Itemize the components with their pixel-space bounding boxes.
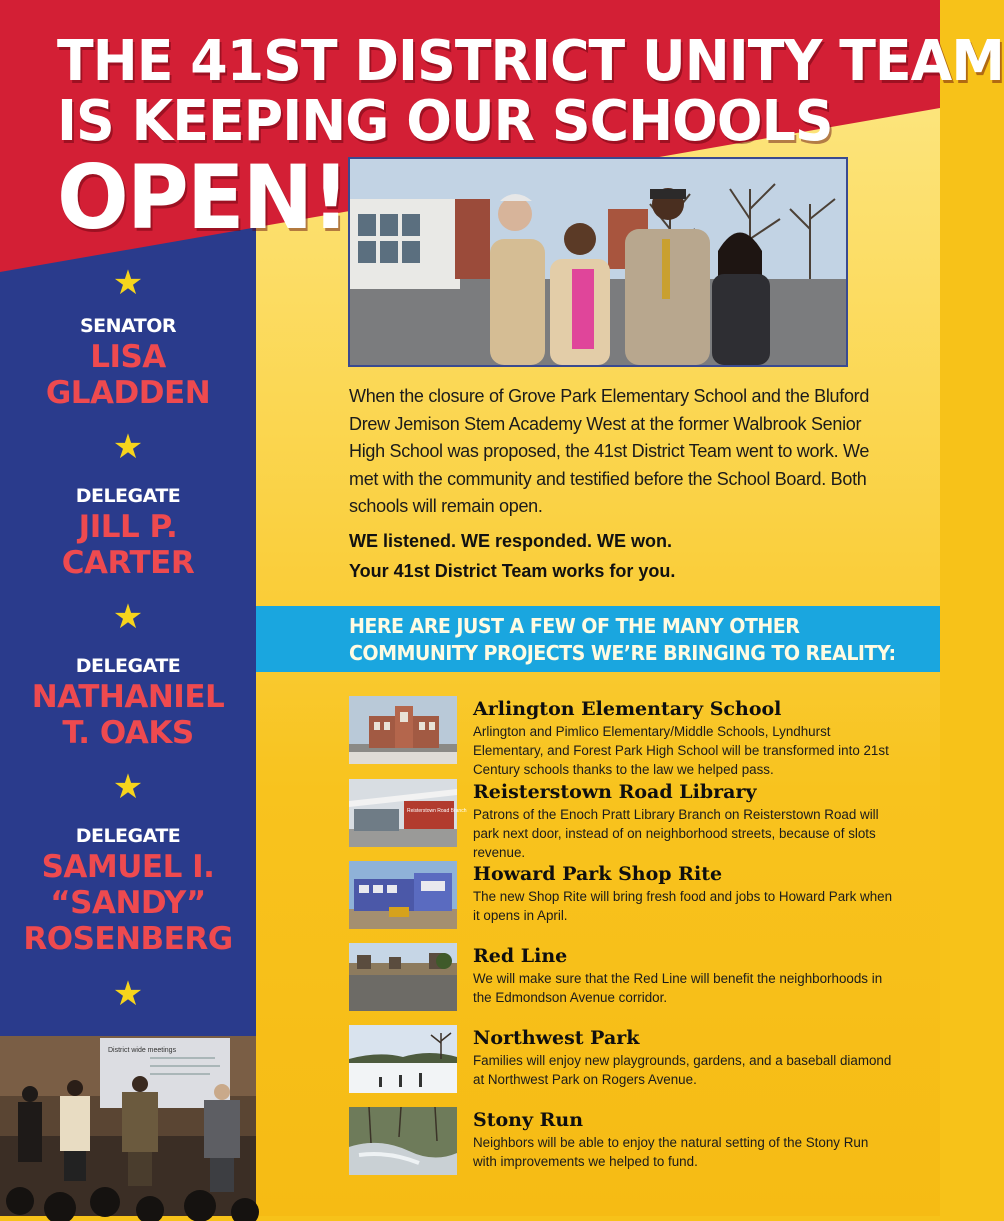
headline-line-2: IS KEEPING OUR SCHOOLS — [57, 89, 833, 154]
projects-header-line-2: COMMUNITY PROJECTS WE’RE BRINGING TO REALITY: — [349, 641, 896, 665]
star-icon: ★ — [112, 598, 144, 636]
arlington-school-photo — [349, 696, 457, 764]
red-line-corridor-photo — [349, 943, 457, 1011]
legislator-name: T. OAKS — [62, 715, 194, 751]
project-title: Northwest Park — [473, 1027, 640, 1049]
project-title: Stony Run — [473, 1109, 584, 1131]
project-description: Arlington and Pimlico Elementary/Middle Schools, Lyndhurst Elementary, and Forest Park High School will be transformed into 21st Century schools thanks to the law we helped pass. — [473, 724, 889, 777]
intro-paragraph: When the closure of Grove Park Elementary School and the Bluford Drew Jemison Stem Academy West at the former Walbrook Senior High School was proposed, the 41st District Team went to work. We met with the community and testified before the School Board. Both schools will remain open. — [349, 386, 870, 516]
legislator-senator-gladden — [0, 313, 256, 411]
legislator-role: SENATOR — [79, 315, 177, 337]
slogan-line-2: Your 41st District Team works for you. — [349, 561, 676, 581]
legislator-name: LISA — [90, 339, 166, 375]
star-icon: ★ — [112, 428, 144, 466]
projects-header-text — [349, 613, 896, 667]
project-text — [473, 779, 893, 862]
project-text — [473, 943, 893, 1007]
legislator-role: DELEGATE — [75, 485, 181, 507]
headline-open: OPEN! — [57, 146, 349, 249]
project-text — [473, 696, 893, 779]
project-text — [473, 861, 893, 925]
star-icon: ★ — [112, 264, 144, 302]
legislator-delegate-oaks — [0, 653, 256, 751]
legislator-role: DELEGATE — [75, 655, 181, 677]
library-sign-text: Reisterstown Road Branch — [407, 808, 467, 814]
headline-line-1: THE 41ST DISTRICT UNITY TEAM — [57, 29, 1004, 94]
legislator-role: DELEGATE — [75, 825, 181, 847]
project-title: Red Line — [473, 945, 568, 967]
legislator-name: ROSENBERG — [23, 921, 233, 957]
legislator-name: CARTER — [61, 545, 195, 581]
project-description: Patrons of the Enoch Pratt Library Branch on Reisterstown Road will park next door, instead of on neighborhood streets, because of slots revenue. — [473, 807, 879, 860]
legislators-group-photo — [348, 157, 848, 367]
legislator-delegate-rosenberg — [0, 823, 256, 957]
star-icon: ★ — [112, 975, 144, 1013]
projects-header-line-1: HERE ARE JUST A FEW OF THE MANY OTHER — [349, 614, 800, 638]
project-title: Reisterstown Road Library — [473, 781, 757, 803]
slogan-line-1: WE listened. WE responded. WE won. — [349, 531, 673, 551]
legislators-group-illustration — [350, 159, 846, 365]
project-title: Howard Park Shop Rite — [473, 863, 723, 885]
shoprite-construction-photo — [349, 861, 457, 929]
slide-text: District wide meetings — [108, 1047, 177, 1054]
community-meeting-photo — [0, 1036, 256, 1216]
stony-run-photo — [349, 1107, 457, 1175]
project-description: We will make sure that the Red Line will benefit the neighborhoods in the Edmondson Avenue corridor. — [473, 971, 883, 1005]
community-meeting-illustration — [0, 1036, 256, 1216]
legislator-name: JILL P. — [78, 509, 178, 545]
project-text — [473, 1025, 893, 1089]
legislator-name: NATHANIEL — [31, 679, 225, 715]
legislator-name: GLADDEN — [45, 375, 211, 411]
project-text — [473, 1107, 893, 1171]
project-description: Neighbors will be able to enjoy the natural setting of the Stony Run with improvements we helped to fund. — [473, 1135, 869, 1169]
star-icon: ★ — [112, 768, 144, 806]
legislator-delegate-carter — [0, 483, 256, 581]
reisterstown-library-photo — [349, 779, 467, 847]
northwest-park-photo — [349, 1025, 457, 1093]
project-description: The new Shop Rite will bring fresh food and jobs to Howard Park when it opens in April. — [473, 889, 893, 923]
project-title: Arlington Elementary School — [473, 698, 782, 720]
legislator-name: “SANDY” — [50, 885, 206, 921]
project-description: Families will enjoy new playgrounds, gardens, and a baseball diamond at Northwest Park on Rogers Avenue. — [473, 1053, 892, 1087]
legislator-name: SAMUEL I. — [41, 849, 215, 885]
